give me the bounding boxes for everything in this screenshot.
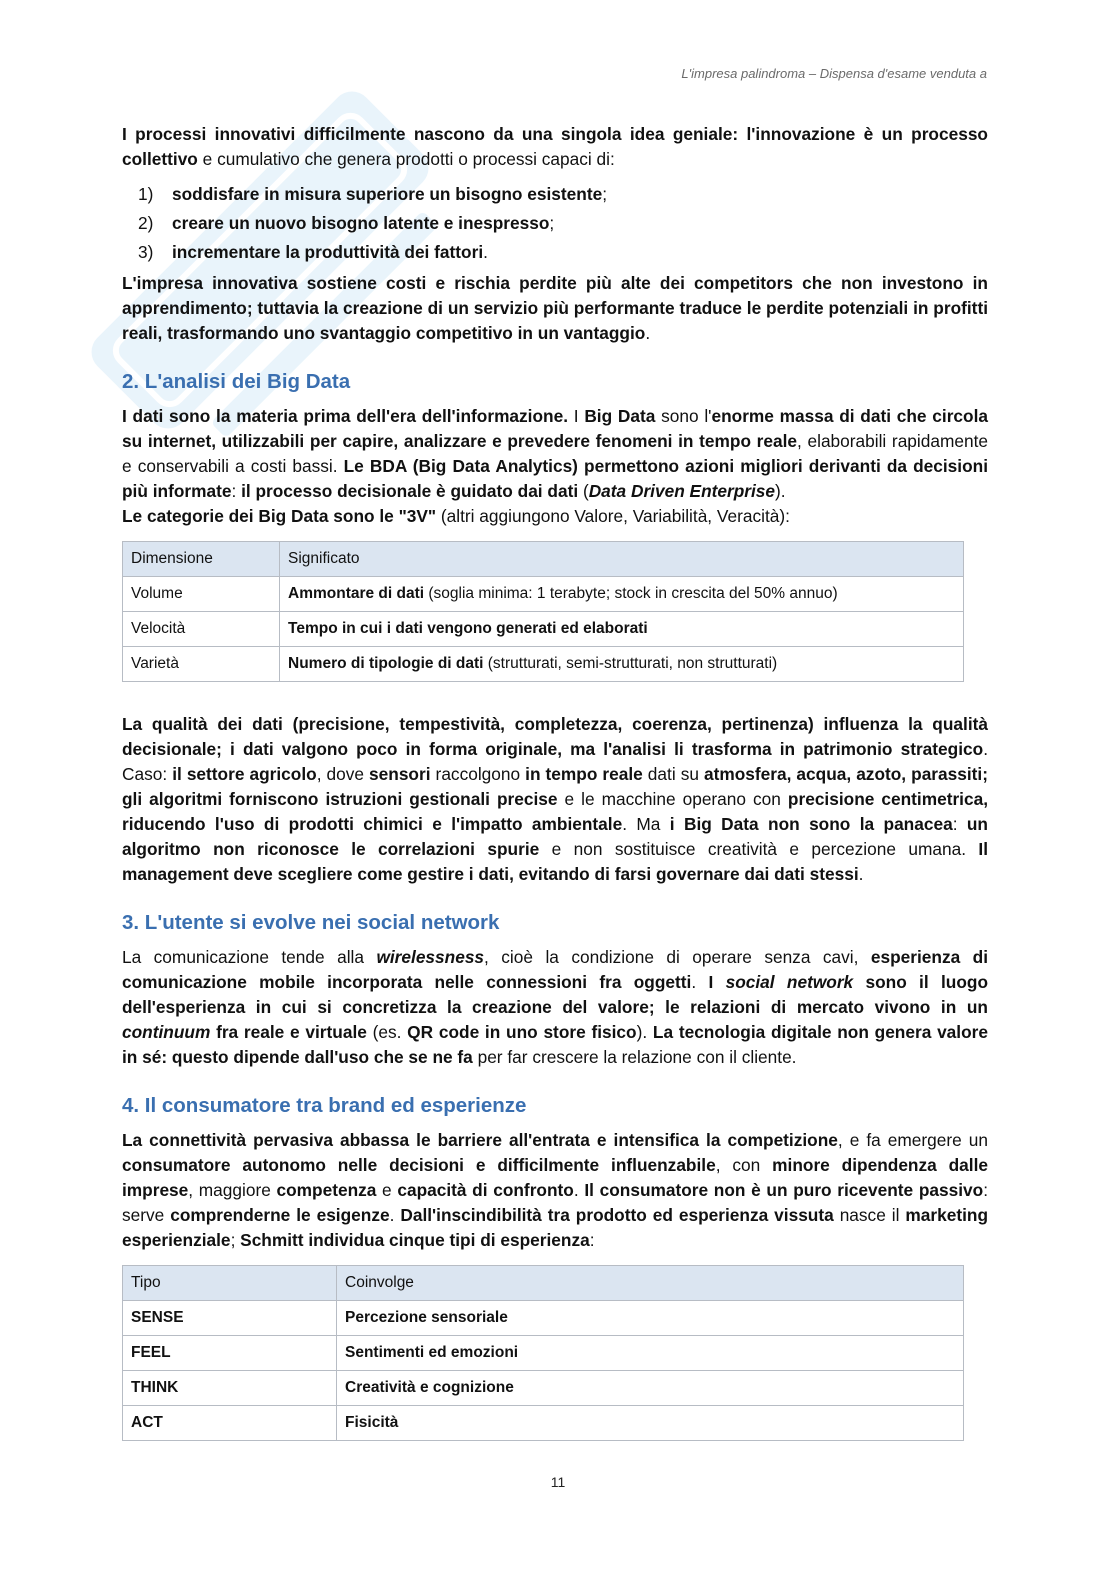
section-heading-social-network: 3. L'utente si evolve nei social network <box>122 911 500 934</box>
table-cell: THINK <box>123 1371 337 1406</box>
running-header: L'impresa palindroma – Dispensa d'esame venduta a <box>681 66 987 81</box>
table-cell: Tempo in cui i dati vengono generati ed elaborati <box>280 612 964 647</box>
table-cell: ACT <box>123 1406 337 1441</box>
column-header: Dimensione <box>123 542 280 577</box>
big-data-table <box>122 541 964 682</box>
table-cell: Sentimenti ed emozioni <box>337 1336 964 1371</box>
table-header-row <box>123 1266 964 1301</box>
table-row <box>123 1371 964 1406</box>
page-number: 11 <box>550 1474 566 1490</box>
big-data-paragraph: I dati sono la materia prima dell'era dell'informazione. I Big Data sono l'enorme massa di dati che circola su internet, utilizzabili per capire, analizzare e prevedere fenomeni in tempo reale, elaborabili rapidamente e conservabili a costi bassi. Le BDA (Big Data Analytics) permettono azioni migliori derivanti da decisioni più informate: il processo decisionale è guidato dai dati (Data Driven Enterprise). Le categorie dei Big Data sono le "3V" (altri aggiungono Valore, Variabilità, Veracità): <box>122 406 989 526</box>
table-header-row <box>123 542 964 577</box>
social-network-paragraph: La comunicazione tende alla wirelessness, cioè la condizione di operare senza cavi, esperienza di comunicazione mobile incorporata nelle connessioni fra oggetti. I social network sono il luogo dell'esperienza in cui si concretizza la creazione del valore; le relazioni di mercato vivono in un continuum fra reale e virtuale (es. QR code in uno store fisico). La tecnologia digitale non genera valore in sé: questo dipende dall'uso che se ne fa per far crescere la relazione con il cliente. <box>122 947 988 1067</box>
table-cell: SENSE <box>123 1301 337 1336</box>
innovation-paragraph: L'impresa innovativa sostiene costi e rischia perdite più alte dei competitors che non investono in apprendimento; tuttavia la creazione di un servizio più performante traduce le perdite potenziali in profitti reali, trasformando uno svantaggio competitivo in un vantaggio. <box>122 273 988 343</box>
consumer-paragraph: La connettività pervasiva abbassa le barriere all'entrata e intensifica la competizione, e fa emergere un consumatore autonomo nelle decisioni e difficilmente influenzabile, con minore dipendenza dalle imprese, maggiore competenza e capacità di confronto. Il consumatore non è un puro ricevente passivo: serve comprenderne le esigenze. Dall'inscindibilità tra prodotto ed esperienza vissuta nasce il marketing esperienziale; Schmitt individua cinque tipi di esperienza: <box>122 1130 989 1250</box>
table-cell: FEEL <box>123 1336 337 1371</box>
capabilities-list <box>122 180 988 267</box>
list-item: 2) creare un nuovo bisogno latente e inespresso; <box>138 213 555 233</box>
table-row <box>123 647 964 682</box>
table-row <box>123 1336 964 1371</box>
table-cell: Volume <box>123 577 280 612</box>
table-cell: Ammontare di dati (soglia minima: 1 terabyte; stock in crescita del 50% annuo) <box>280 577 964 612</box>
intro-paragraph: I processi innovativi difficilmente nascono da una singola idea geniale: l'innovazione è un processo collettivo e cumulativo che genera prodotti o processi capaci di: <box>122 124 988 169</box>
list-item: 3) incrementare la produttività dei fattori. <box>138 242 488 262</box>
column-header: Significato <box>280 542 964 577</box>
table-cell: Numero di tipologie di dati (strutturati, semi-strutturati, non strutturati) <box>280 647 964 682</box>
table-row <box>123 612 964 647</box>
table-cell: Velocità <box>123 612 280 647</box>
list-item: 1) soddisfare in misura superiore un bisogno esistente; <box>138 184 608 204</box>
table-cell: Percezione sensoriale <box>337 1301 964 1336</box>
table-row <box>123 1301 964 1336</box>
table-row <box>123 1406 964 1441</box>
table-cell: Creatività e cognizione <box>337 1371 964 1406</box>
column-header: Tipo <box>123 1266 337 1301</box>
table-cell: Fisicità <box>337 1406 964 1441</box>
section-heading-consumer: 4. Il consumatore tra brand ed esperienze <box>122 1094 527 1117</box>
column-header: Coinvolge <box>337 1266 964 1301</box>
data-quality-paragraph: La qualità dei dati (precisione, tempestività, completezza, coerenza, pertinenza) influenza la qualità decisionale; i dati valgono poco in forma originale, ma l'analisi li trasforma in patrimonio strategico. Caso: il settore agricolo, dove sensori raccolgono in tempo reale dati su atmosfera, acqua, azoto, parassiti; gli algoritmi forniscono istruzioni gestionali precise e le macchine operano con precisione centimetrica, riducendo l'uso di prodotti chimici e l'impatto ambientale. Ma i Big Data non sono la panacea: un algoritmo non riconosce le correlazioni spurie e non sostituisce creatività e percezione umana. Il management deve scegliere come gestire i dati, evitando di farsi governare dai dati stessi. <box>122 714 988 884</box>
section-heading-big-data: 2. L'analisi dei Big Data <box>122 370 351 393</box>
table-cell: Varietà <box>123 647 280 682</box>
experience-table <box>122 1265 964 1441</box>
table-row <box>123 577 964 612</box>
main-content <box>122 122 988 1441</box>
